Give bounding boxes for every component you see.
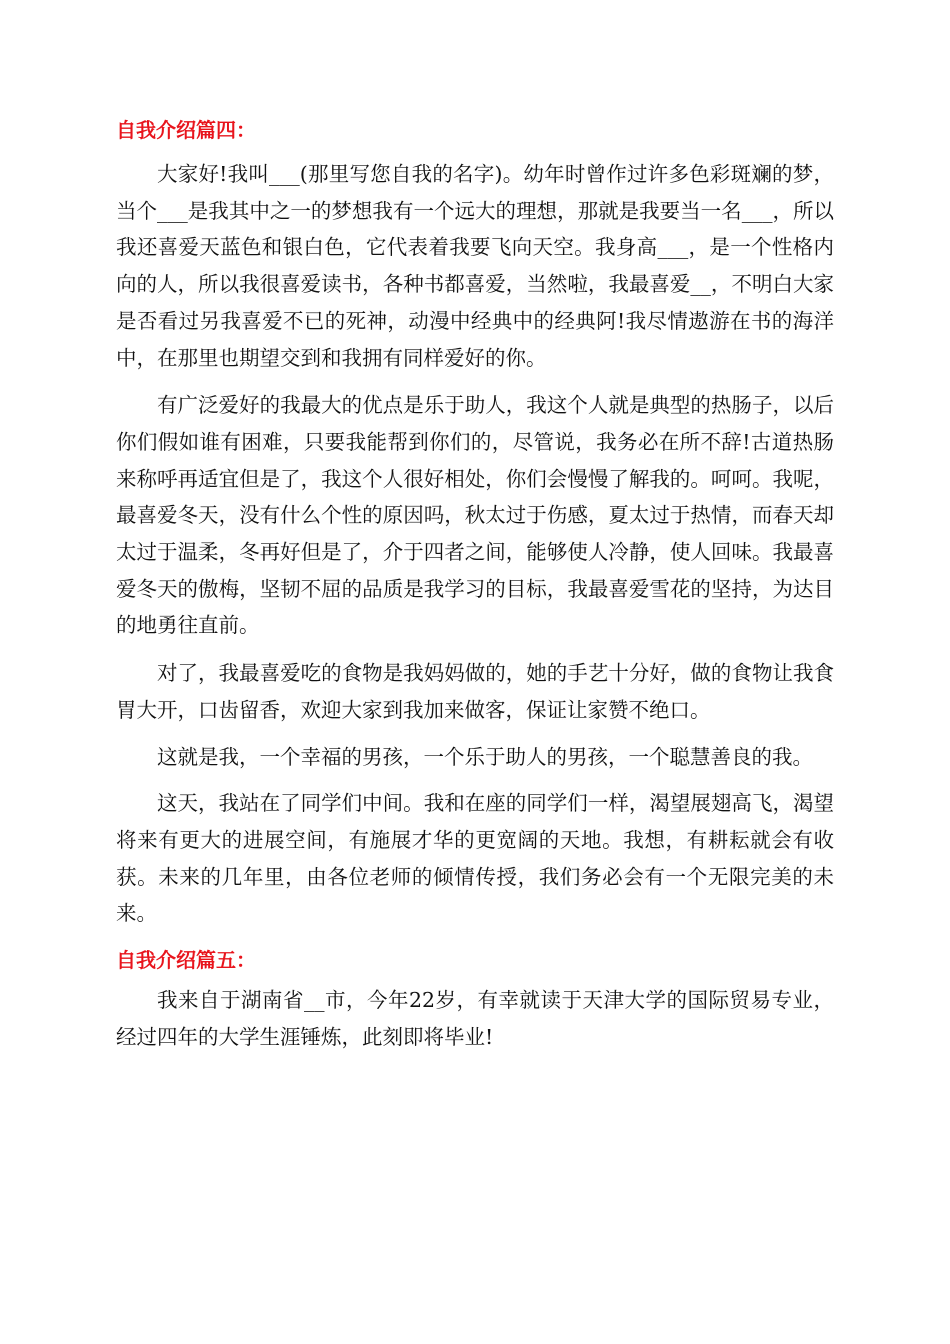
- paragraph-summary: 这就是我，一个幸福的男孩，一个乐于助人的男孩，一个聪慧善良的我。: [157, 744, 813, 769]
- paragraph-closing: 这天，我站在了同学们中间。我和在座的同学们一样，渴望展翅高飞，渴望将来有更大的进展空间，有施展才华的更宽阔的天地。我想，有耕耘就会有收获。未来的几年里，由各位老师的倾情传授，我们务必会有一个无限完美的未来。: [116, 791, 834, 926]
- document-body: [116, 112, 834, 1055]
- paragraph-food: 对了，我最喜爱吃的食物是我妈妈做的，她的手艺十分好，做的食物让我食胃大开，口齿留香，欢迎大家到我加来做客，保证让家赞不绝口。: [116, 661, 834, 722]
- section-heading-4: 自我介绍篇四：: [116, 118, 256, 142]
- section-heading-5: 自我介绍篇五：: [116, 948, 256, 973]
- paragraph-intro: 大家好!我叫___(那里写您自我的名字)。幼年时曾作过许多色彩斑斓的梦，当个___是我其中之一的梦想我有一个远大的理想，那就是我要当一名___，所以我还喜爱天蓝色和银白色，它代表着我要飞向天空。我身高___，是一个性格内向的人，所以我很喜爱读书，各种书都喜爱，当然啦，我最喜爱__，不明白大家是否看过另我喜爱不已的死神，动漫中经典中的经典阿!我尽情遨游在书的海洋中，在那里也期望交到和我拥有同样爱好的你。: [116, 162, 834, 370]
- paragraph-section5-intro: 我来自于湖南省__市，今年22岁，有幸就读于天津大学的国际贸易专业，经过四年的大学生涯锤炼，此刻即将毕业!: [116, 988, 834, 1049]
- paragraph-hobbies: 有广泛爱好的我最大的优点是乐于助人，我这个人就是典型的热肠子，以后你们假如谁有困难，只要我能帮到你们的，尽管说，我务必在所不辞!古道热肠来称呼再适宜但是了，我这个人很好相处，你们会慢慢了解我的。呵呵。我呢，最喜爱冬天，没有什么个性的原因吗，秋太过于伤感，夏太过于热情，而春天却太过于温柔，冬再好但是了，介于四者之间，能够使人冷静，使人回味。我最喜爱冬天的傲梅，坚韧不屈的品质是我学习的目标，我最喜爱雪花的坚持，为达目的地勇往直前。: [116, 393, 834, 638]
